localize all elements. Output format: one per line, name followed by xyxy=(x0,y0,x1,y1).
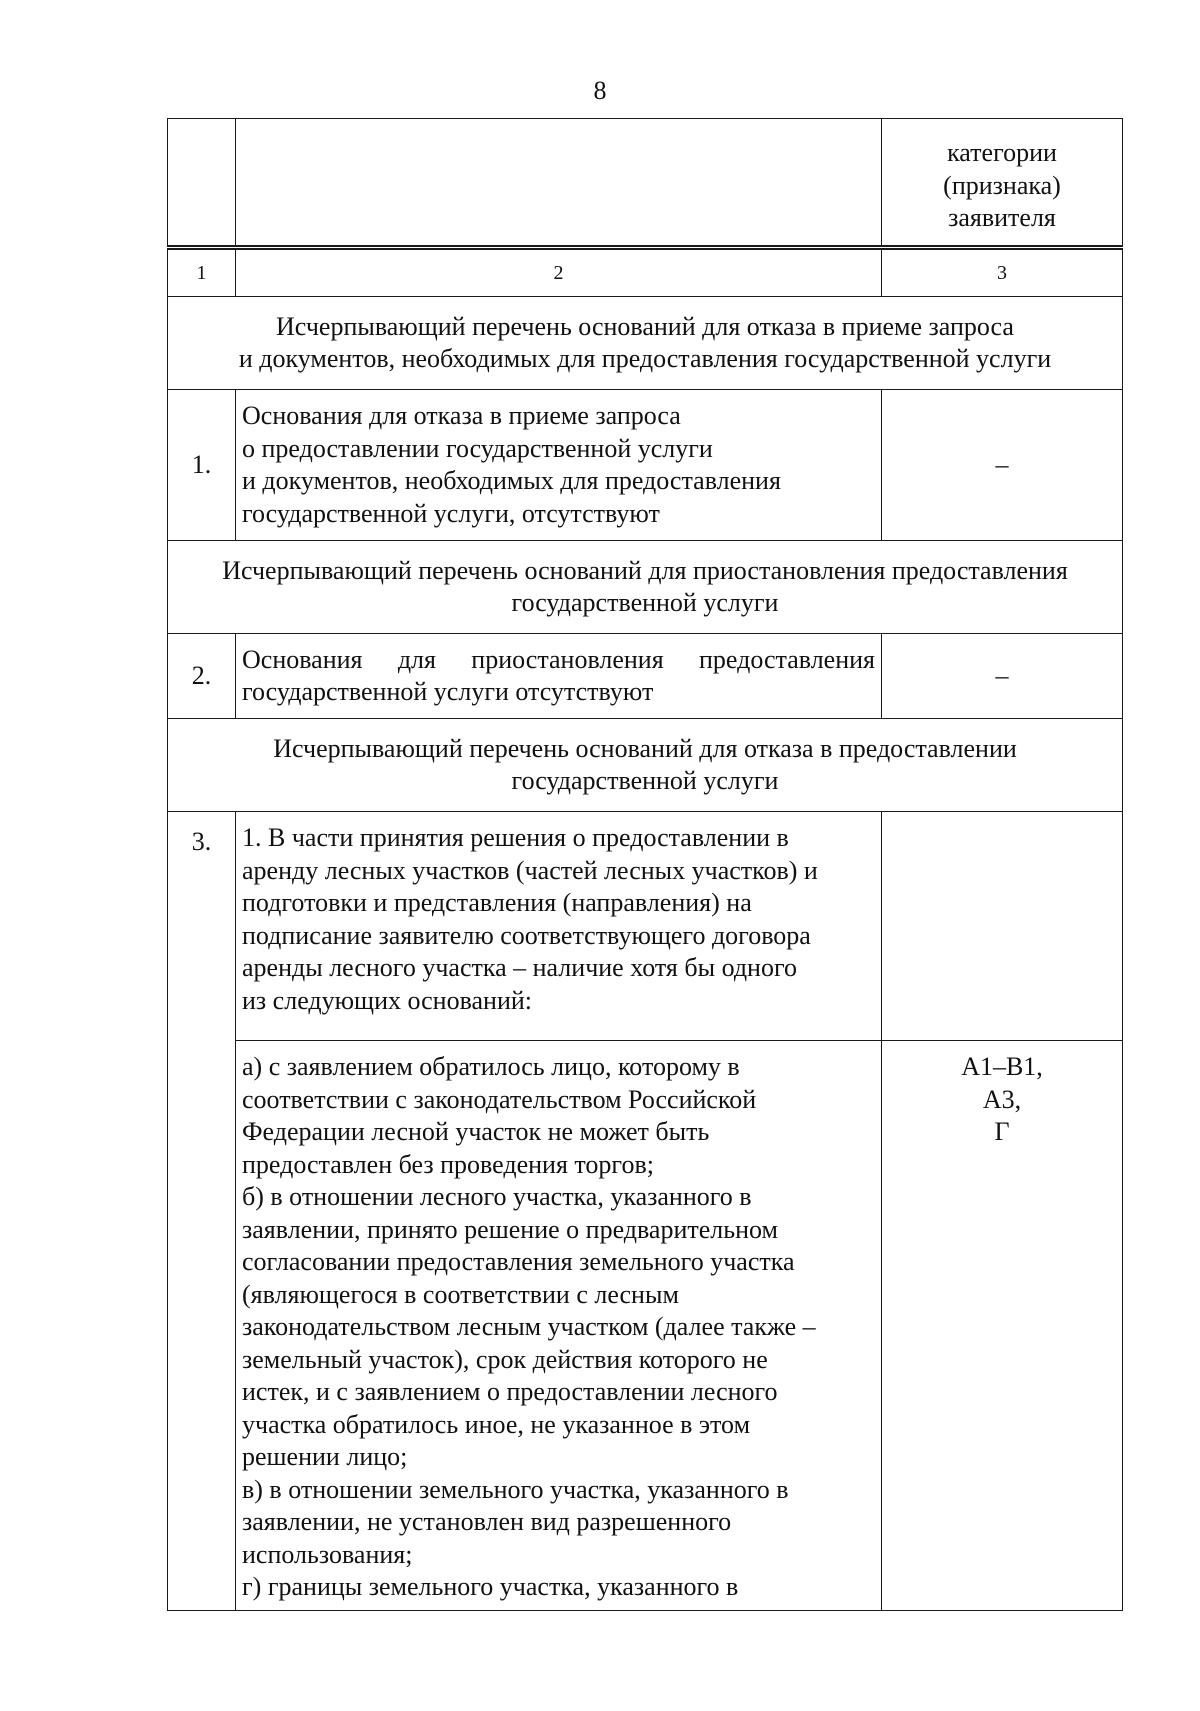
category-code: Г xyxy=(994,1117,1010,1146)
table-row xyxy=(168,812,1123,1041)
row-number: 1. xyxy=(168,390,236,541)
row-text-line: истек, и с заявлением о предоставлении лесного xyxy=(242,1377,778,1406)
row-text-line: г) границы земельного участка, указанного в xyxy=(242,1572,739,1601)
row-category: – xyxy=(882,634,1123,719)
row-text xyxy=(236,812,882,1041)
section-heading-line: Исчерпывающий перечень оснований для приостановления предоставления xyxy=(222,555,1068,585)
row-text xyxy=(236,390,882,541)
row-text-line: (являющегося в соответствии с лесным xyxy=(242,1279,679,1309)
column-number: 3 xyxy=(882,248,1123,297)
row-text-line: Федерации лесной участок не может быть xyxy=(242,1117,710,1146)
row-text-line: в) в отношении земельного участка, указанного в xyxy=(242,1474,789,1504)
table-row xyxy=(168,634,1123,719)
category-code: А3, xyxy=(982,1084,1022,1114)
row-text-line: согласовании предоставления земельного участка xyxy=(242,1247,795,1276)
page-number: 8 xyxy=(593,76,607,105)
row-text-line: земельный участок), срок действия которого не xyxy=(242,1344,768,1374)
row-number: 3. xyxy=(168,812,236,1611)
header-col3-line: категории xyxy=(947,138,1057,168)
grounds-table xyxy=(167,118,1123,1611)
row-text-line: государственной услуги, отсутствуют xyxy=(242,498,660,528)
row-text-line: б) в отношении лесного участка, указанного в xyxy=(242,1182,752,1211)
row-text-line: аренду лесных участков (частей лесных участков) и xyxy=(242,855,818,885)
row-number: 2. xyxy=(168,634,236,719)
section-heading-row xyxy=(168,297,1123,390)
row-category xyxy=(882,812,1123,1041)
section-heading xyxy=(168,719,1123,812)
table-row xyxy=(168,390,1123,541)
header-cell-1 xyxy=(168,119,236,248)
section-heading-line: и документов, необходимых для предоставления государственной услуги xyxy=(238,344,1052,373)
section-heading-line: Исчерпывающий перечень оснований для отказа в предоставлении xyxy=(273,733,1017,763)
row-text-line: Основания для отказа в приеме запроса xyxy=(242,401,681,430)
row-text xyxy=(236,1041,882,1611)
row-text-line: решении лицо; xyxy=(242,1442,408,1471)
table-row xyxy=(168,1041,1123,1611)
row-text-line: 1. В части принятия решения о предоставлении в xyxy=(242,823,789,852)
row-text-line: и документов, необходимых для предоставления xyxy=(242,466,781,495)
table-header-row xyxy=(168,119,1123,248)
column-number: 2 xyxy=(236,248,882,297)
column-numbers-row xyxy=(168,248,1123,297)
column-number: 1 xyxy=(168,248,236,297)
row-text-line: предоставлен без проведения торгов; xyxy=(242,1149,654,1179)
row-text-line: заявлении, принято решение о предварительном xyxy=(242,1214,778,1244)
section-heading-line: Исчерпывающий перечень оснований для отказа в приеме запроса xyxy=(276,311,1014,341)
row-text-line: из следующих оснований: xyxy=(242,985,533,1015)
row-text-line: подготовки и представления (направления) на xyxy=(242,888,752,917)
row-text-line: законодательством лесным участком (далее также – xyxy=(242,1312,816,1341)
section-heading-line: государственной услуги xyxy=(511,766,779,795)
row-text-line: подписание заявителю соответствующего договора xyxy=(242,920,811,950)
row-category: – xyxy=(882,390,1123,541)
header-cell-3 xyxy=(882,119,1123,248)
row-category xyxy=(882,1041,1123,1611)
section-heading xyxy=(168,541,1123,634)
row-text-line: о предоставлении государственной услуги xyxy=(242,433,713,463)
row-text: Основания для приостановления предоставления государственной услуги отсутствуют xyxy=(236,634,882,719)
row-text-line: заявлении, не установлен вид разрешенного xyxy=(242,1507,732,1536)
row-text-line: участка обратилось иное, не указанное в этом xyxy=(242,1409,751,1439)
row-text-line: соответствии с законодательством Российской xyxy=(242,1084,757,1114)
category-code: А1–В1, xyxy=(961,1052,1043,1081)
section-heading-row xyxy=(168,719,1123,812)
row-text-line: а) с заявлением обратилось лицо, которому в xyxy=(242,1052,740,1081)
section-heading xyxy=(168,297,1123,390)
header-col3-line: заявителя xyxy=(948,203,1056,233)
header-col3-line: (признака) xyxy=(943,170,1061,200)
row-text-line: аренды лесного участка – наличие хотя бы одного xyxy=(242,953,797,982)
row-text-line: использования; xyxy=(242,1539,413,1569)
header-cell-2 xyxy=(236,119,882,248)
section-heading-line: государственной услуги xyxy=(511,588,779,617)
section-heading-row xyxy=(168,541,1123,634)
